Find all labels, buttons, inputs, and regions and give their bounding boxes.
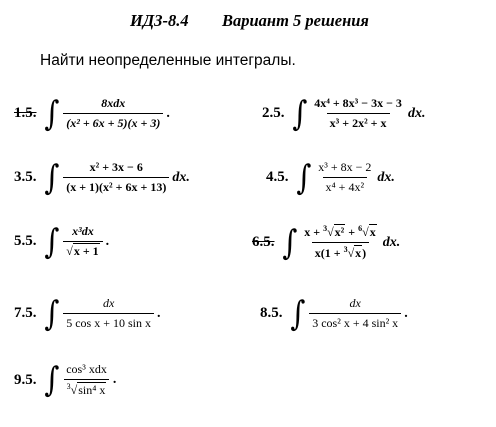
numerator: x³dx (72, 224, 94, 238)
radicand: x (369, 225, 376, 239)
integral-sign-icon: ∫ (43, 221, 59, 262)
root-sign: √ (66, 244, 73, 258)
integral-sign-icon: ∫ (281, 222, 297, 263)
numerator: cos³ xdx (66, 362, 107, 376)
problem-number: 5.5. (14, 233, 37, 249)
problem-number: 9.5. (14, 371, 37, 388)
numerator: 4x⁴ + 8x³ − 3x − 3 (314, 96, 402, 110)
numerator: x² + 3x − 6 (89, 160, 143, 174)
problem-3-5 (14, 157, 190, 198)
problem-tail: . (166, 105, 170, 121)
root-sign: √ (70, 383, 78, 397)
root-index: 6 (358, 224, 363, 233)
problem-2-5 (262, 93, 426, 134)
problem-8-5 (260, 293, 408, 334)
root-sign: √ (362, 225, 369, 239)
problem-tail: dx. (382, 234, 401, 250)
integrand-fraction (63, 160, 169, 195)
integral-sign-icon: ∫ (289, 293, 305, 334)
problem-tail: . (157, 305, 161, 321)
root-index: 3 (343, 245, 348, 254)
problem-1-5 (14, 93, 170, 134)
problem-tail: dx. (407, 105, 426, 121)
integral-sign-icon: ∫ (43, 293, 59, 334)
numerator: dx (349, 296, 361, 310)
integrand-fraction (309, 296, 401, 331)
integral-sign-icon: ∫ (295, 157, 311, 198)
root-sign: √ (327, 225, 334, 239)
denominator: (x + 1)(x² + 6x + 13) (63, 177, 169, 195)
variant-title: Вариант 5 решения (222, 11, 369, 30)
denominator (64, 379, 110, 398)
denominator: x³ + 2x² + x (327, 113, 390, 131)
integrand-fraction (63, 296, 154, 331)
problem-number: 7.5. (14, 305, 37, 321)
radicand: sin⁴ x (78, 383, 106, 397)
problem-4-5 (266, 157, 395, 198)
integral-sign-icon: ∫ (43, 360, 59, 400)
problem-number: 2.5. (262, 105, 285, 121)
numerator: x³ + 8x − 2 (318, 160, 372, 174)
assignment-code: ИДЗ-8.4 (130, 11, 189, 30)
problem-number: 6.5. (252, 234, 275, 250)
radicand: x + 1 (73, 244, 99, 258)
integrand-fraction (301, 224, 379, 261)
integrand-fraction (63, 96, 163, 131)
integrand-fraction (311, 96, 405, 131)
problem-tail: . (112, 372, 117, 387)
denominator (312, 242, 369, 261)
term: x + (304, 225, 324, 239)
integral-sign-icon: ∫ (43, 157, 59, 198)
problem-number: 3.5. (14, 169, 37, 185)
task-instruction: Найти неопределенные интегралы. (40, 52, 296, 69)
numerator: dx (102, 296, 115, 310)
integrand-fraction (63, 362, 110, 398)
denominator: 5 cos x + 10 sin x (63, 313, 154, 331)
denominator: (x² + 6x + 5)(x + 3) (63, 113, 163, 131)
problem-tail: . (404, 305, 408, 321)
problem-number: 4.5. (266, 169, 289, 185)
denominator (63, 241, 102, 259)
numerator (301, 224, 379, 242)
problem-9-5 (14, 362, 116, 398)
problem-6-5 (252, 224, 400, 261)
problem-tail: dx. (377, 169, 395, 185)
radicand: x (355, 246, 362, 260)
root-index: 3 (66, 382, 71, 391)
term: ) (362, 246, 367, 260)
integral-sign-icon: ∫ (291, 93, 307, 134)
denominator: 3 cos² x + 4 sin² x (309, 313, 401, 331)
problem-5-5 (14, 221, 110, 262)
problem-number: 8.5. (260, 305, 283, 321)
denominator: x⁴ + 4x² (323, 177, 368, 195)
radicand: x² (334, 225, 345, 239)
integral-sign-icon: ∫ (43, 93, 59, 134)
integrand-fraction (315, 160, 374, 195)
problem-number: 1.5. (14, 105, 37, 121)
root-index: 3 (323, 224, 328, 233)
problem-tail: dx. (172, 169, 190, 185)
problem-tail: . (105, 233, 110, 249)
term: x(1 + (314, 246, 344, 260)
term: + (345, 225, 359, 239)
numerator: 8xdx (101, 96, 126, 110)
integrand-fraction (63, 224, 102, 259)
problem-7-5 (14, 293, 161, 334)
root-sign: √ (347, 246, 355, 260)
